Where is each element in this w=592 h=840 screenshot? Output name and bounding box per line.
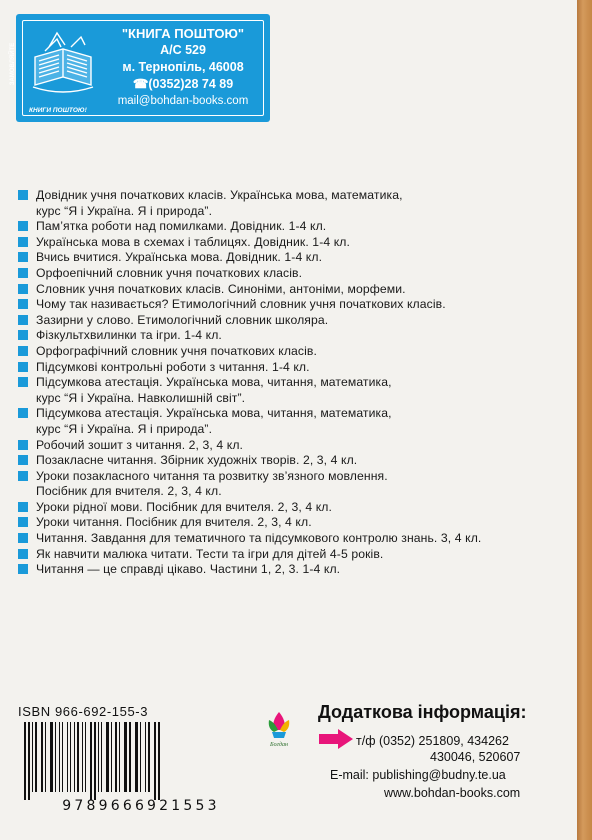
barcode-bar bbox=[59, 722, 60, 792]
barcode-bar bbox=[154, 722, 156, 800]
barcode-bar bbox=[115, 722, 117, 792]
stamp-logo-caption: КНИГИ ПОШТОЮ! bbox=[29, 107, 87, 114]
barcode-bar bbox=[98, 722, 99, 792]
book-item bbox=[18, 562, 558, 578]
barcode-bar bbox=[35, 722, 37, 792]
book-title-line: Орфоепічний словник учня початкових класів. bbox=[36, 265, 303, 280]
stamp-address bbox=[103, 25, 263, 110]
barcode-bar bbox=[24, 722, 26, 800]
book-title-line: Довідник учня початкових класів. Українська мова, математика, bbox=[36, 188, 403, 202]
book-title-line: курс “Я і Україна. Навколишній світ”. bbox=[36, 390, 246, 405]
book-title-line: Робочий зошит з читання. 2, 3, 4 кл. bbox=[36, 437, 244, 452]
barcode-bar bbox=[158, 722, 160, 800]
barcode-bar bbox=[101, 722, 102, 792]
publisher-logo-caption: Богдан bbox=[270, 742, 288, 748]
bullet-square-icon bbox=[18, 237, 28, 247]
bullet-square-icon bbox=[18, 346, 28, 356]
book-item bbox=[18, 547, 558, 563]
book-title-line: Позакласне читання. Збірник художніх творів. 2, 3, 4 кл. bbox=[36, 453, 358, 468]
mail-order-stamp bbox=[10, 14, 270, 122]
book-title-line: Уроки позакласного читання та розвитку зв’язного мовлення. bbox=[36, 468, 388, 483]
book-title-line: Словник учня початкових класів. Синоніми, антоніми, морфеми. bbox=[36, 281, 406, 296]
barcode-bar bbox=[145, 722, 146, 792]
book-item bbox=[18, 250, 558, 266]
bullet-square-icon bbox=[18, 252, 28, 262]
barcode-bar bbox=[67, 722, 68, 792]
book-title-line: Читання — це справді цікаво. Частини 1, 2, 3. 1-4 кл. bbox=[36, 562, 341, 577]
bullet-square-icon bbox=[18, 455, 28, 465]
book-item bbox=[18, 328, 558, 344]
barcode-bar bbox=[74, 722, 75, 792]
book-title-line: Підсумкові контрольні роботи з читання. 1-4 кл. bbox=[36, 359, 310, 374]
book-item bbox=[18, 453, 558, 469]
barcode-bar bbox=[28, 722, 30, 800]
book-title-line: Пам’ятка роботи над помилками. Довідник. 1-4 кл. bbox=[36, 219, 327, 234]
bullet-square-icon bbox=[18, 533, 28, 543]
barcode-number: 9789666921553 bbox=[62, 798, 220, 814]
book-title-line: Як навчити малюка читати. Тести та ігри для дітей 4-5 років. bbox=[36, 546, 384, 561]
book-title-line: Чому так називається? Етимологічний словник учня початкових класів. bbox=[36, 297, 446, 312]
book-title-line: Українська мова в схемах і таблицях. Довідник. 1-4 кл. bbox=[36, 234, 350, 249]
book-title-line: Підсумкова атестація. Українська мова, читання, математика, bbox=[36, 375, 392, 390]
barcode-bar bbox=[90, 722, 92, 800]
book-item bbox=[18, 297, 558, 313]
barcode-bar bbox=[129, 722, 131, 792]
book-title-line: Фізкультхвилинки та ігри. 1-4 кл. bbox=[36, 328, 222, 343]
barcode-bar bbox=[94, 722, 96, 800]
book-item bbox=[18, 531, 558, 547]
book-title-line: Підсумкова атестація. Українська мова, читання, математика, bbox=[36, 406, 392, 421]
stamp-po-box: А/С 529 bbox=[160, 43, 206, 57]
book-item bbox=[18, 500, 558, 516]
barcode-bar bbox=[148, 722, 150, 792]
bullet-square-icon bbox=[18, 268, 28, 278]
book-item bbox=[18, 375, 558, 406]
barcode-bar bbox=[45, 722, 46, 792]
barcode-bar bbox=[41, 722, 43, 792]
bullet-square-icon bbox=[18, 299, 28, 309]
barcode-bar bbox=[50, 722, 53, 792]
open-book-icon bbox=[27, 27, 99, 101]
barcode-bar bbox=[111, 722, 112, 792]
book-item bbox=[18, 188, 558, 219]
book-item bbox=[18, 266, 558, 282]
book-item bbox=[18, 469, 558, 500]
info-website: www.bohdan-books.com bbox=[384, 786, 521, 800]
bullet-square-icon bbox=[18, 440, 28, 450]
bullet-square-icon bbox=[18, 549, 28, 559]
book-title-line: курс “Я і Україна. Я і природа”. bbox=[36, 421, 213, 436]
arrow-right-icon bbox=[318, 728, 354, 750]
barcode-bar bbox=[106, 722, 109, 792]
barcode-bar bbox=[135, 722, 138, 792]
barcode-bar bbox=[62, 722, 63, 792]
stamp-phone: ☎(0352)28 74 89 bbox=[132, 77, 234, 91]
book-item bbox=[18, 344, 558, 360]
barcode-bar bbox=[140, 722, 141, 792]
barcode-bar bbox=[77, 722, 79, 792]
barcode-bar bbox=[82, 722, 83, 792]
bullet-square-icon bbox=[18, 362, 28, 372]
book-item bbox=[18, 406, 558, 437]
stamp-vertical-label: ЗАМОВЛЯЙТЕ bbox=[10, 42, 17, 86]
barcode-bar bbox=[55, 722, 56, 792]
bullet-square-icon bbox=[18, 315, 28, 325]
barcode-bar bbox=[32, 722, 33, 792]
bullet-square-icon bbox=[18, 377, 28, 387]
info-phone-2: 430046, 520607 bbox=[430, 750, 521, 764]
barcode-bar bbox=[85, 722, 86, 792]
info-email: E-mail: publishing@budny.te.ua bbox=[330, 768, 506, 782]
isbn: ISBN 966-692-155-3 bbox=[18, 704, 149, 719]
bullet-square-icon bbox=[18, 471, 28, 481]
stamp-title: "КНИГА ПОШТОЮ" bbox=[121, 26, 245, 41]
barcode-bar bbox=[70, 722, 71, 792]
publisher-logo-icon bbox=[264, 708, 294, 748]
book-title-line: Вчись вчитися. Українська мова. Довідник. 1-4 кл. bbox=[36, 250, 323, 265]
book-item bbox=[18, 360, 558, 376]
info-title: Додаткова інформація: bbox=[318, 702, 527, 722]
book-item bbox=[18, 282, 558, 298]
stamp-city: м. Тернопіль, 46008 bbox=[122, 60, 244, 74]
bullet-square-icon bbox=[18, 284, 28, 294]
barcode bbox=[18, 722, 264, 800]
book-item bbox=[18, 219, 558, 235]
info-phone: т/ф (0352) 251809, 434262 bbox=[356, 734, 509, 748]
bullet-square-icon bbox=[18, 564, 28, 574]
book-title-line: курс “Я і Україна. Я і природа”. bbox=[36, 203, 213, 218]
barcode-bar bbox=[119, 722, 120, 792]
book-item bbox=[18, 235, 558, 251]
book-item bbox=[18, 438, 558, 454]
book-title-line: Орфографічний словник учня початкових класів. bbox=[36, 343, 317, 358]
bullet-square-icon bbox=[18, 517, 28, 527]
stamp-email: mail@bohdan-books.com bbox=[117, 95, 249, 107]
book-title-line: Посібник для вчителя. 2, 3, 4 кл. bbox=[36, 484, 222, 499]
bullet-square-icon bbox=[18, 330, 28, 340]
stamp-border bbox=[10, 20, 264, 116]
book-item bbox=[18, 313, 558, 329]
book-list bbox=[18, 188, 558, 578]
book-title-line: Уроки рідної мови. Посібник для вчителя. 2, 3, 4 кл. bbox=[36, 499, 332, 514]
book-title-line: Зазирни у слово. Етимологічний словник школяра. bbox=[36, 312, 329, 327]
bullet-square-icon bbox=[18, 190, 28, 200]
barcode-bar bbox=[124, 722, 127, 792]
book-title-line: Читання. Завдання для тематичного та підсумкового контролю знань. 3, 4 кл. bbox=[36, 531, 482, 546]
book-item bbox=[18, 515, 558, 531]
book-spine-edge bbox=[577, 0, 592, 840]
bullet-square-icon bbox=[18, 502, 28, 512]
bullet-square-icon bbox=[18, 221, 28, 231]
book-title-line: Уроки читання. Посібник для вчителя. 2, 3, 4 кл. bbox=[36, 515, 312, 530]
bullet-square-icon bbox=[18, 408, 28, 418]
